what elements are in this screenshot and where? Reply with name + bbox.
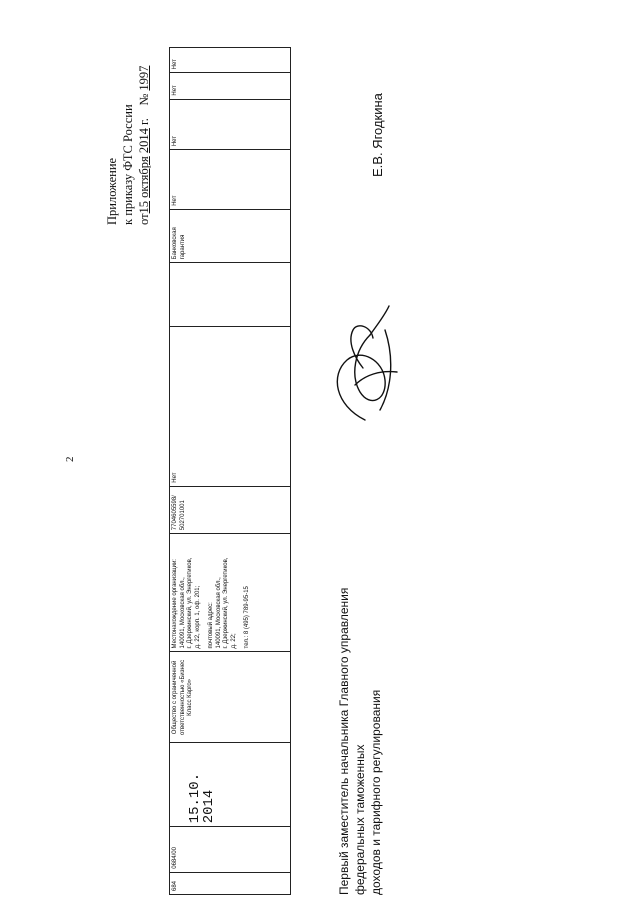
cell-number: 684 [170,872,291,894]
signatory-name: Е.В. Ягодкина [370,93,385,177]
header-date-line: от15 октября 2014 г. № 1997 [137,65,151,225]
cell-col10: Нет [170,99,291,150]
cell-col12: Нет [170,48,291,73]
cell-col9: Нет [170,150,291,210]
cell-date: 15.10. 2014 [170,743,291,827]
cell-col7 [170,263,291,327]
cell-col6: Нет [170,327,291,487]
registry-table [169,47,291,895]
page-number: 2 [64,456,76,462]
table-row [170,48,291,895]
header-line1: Приложение [105,157,119,225]
cell-inn-kpp: 7704605598/ 502701001 [170,486,291,534]
signatory-title: Первый заместитель начальника Главного управления федеральных таможенных доходов и тарифного регулирования [337,587,383,895]
cell-org-name: Общество с ограниченной ответственностью «Бизнес Класс Карго» [170,652,291,743]
cell-code: 0684/00 [170,827,291,872]
header-line2: к приказу ФТС России [121,104,135,225]
handwritten-signature [325,300,405,430]
order-header [104,66,152,225]
cell-col11: Нет [170,73,291,99]
cell-guarantee: Банковская гарантия [170,209,291,263]
cell-address: Местонахождение организации: 140091, Московская обл., г. Дзержинский, ул. Энергетиков, д. 22, корп. 1, оф. 201; почтовый адрес: 140091, Московская обл., г. Дзержинский, ул. Энергетиков, д. 22; тел.: 8 (495) 789-95-15 [170,534,291,652]
